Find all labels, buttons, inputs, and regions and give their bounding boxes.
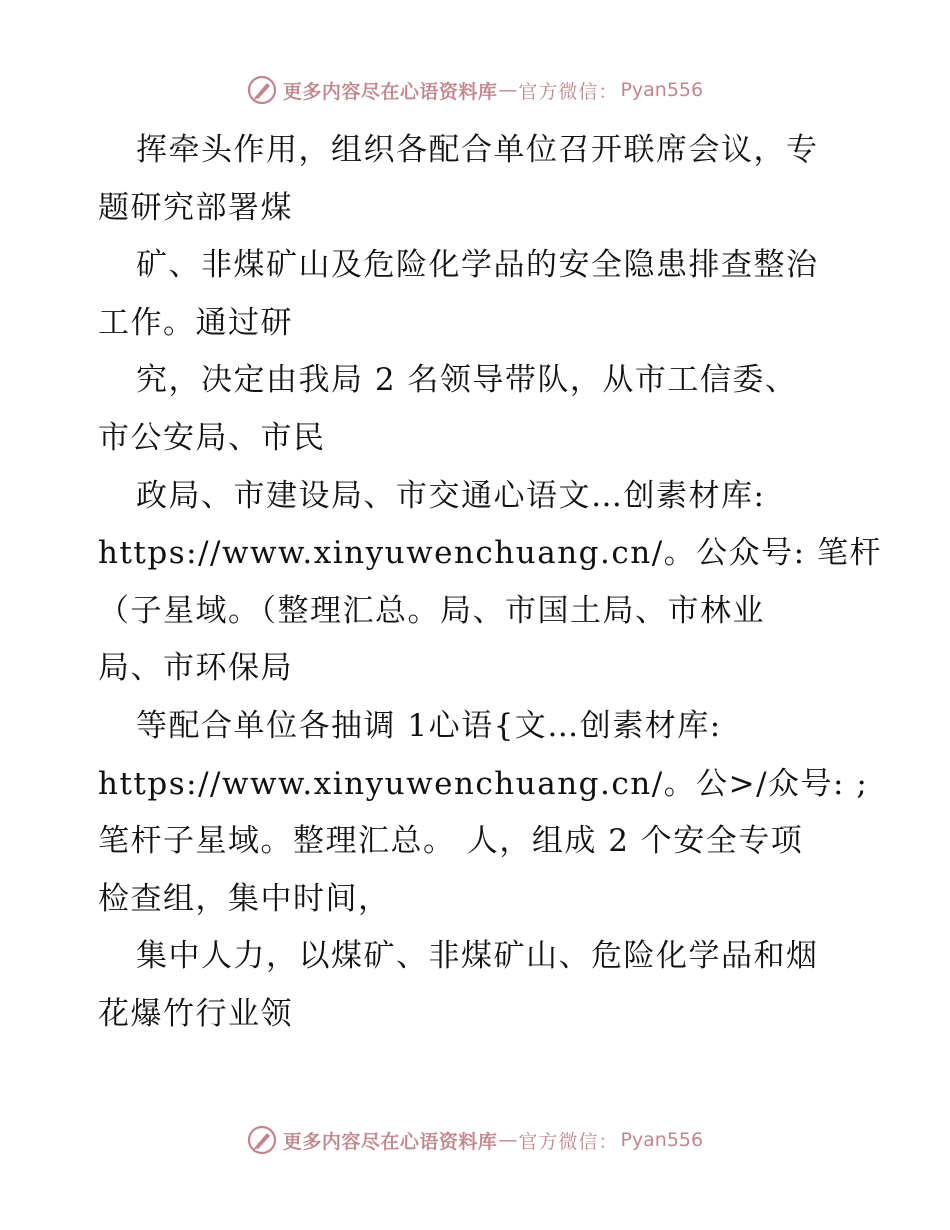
text-line: （子星域。（整理汇总。局、市国土局、市林业 [98, 592, 765, 629]
quill-pen-logo-icon [247, 75, 277, 105]
watermark-separator: — [498, 1129, 518, 1151]
footer-watermark [0, 1120, 950, 1160]
watermark-wechat-label: 官方微信： [518, 80, 619, 103]
text-line: 题研究部署煤 [98, 189, 293, 226]
text-line: 检查组，集中时间， [98, 880, 391, 917]
header-watermark [0, 70, 950, 110]
watermark-wechat-label: 官方微信： [518, 1130, 619, 1153]
document-body [98, 122, 882, 1044]
text-line: 花爆竹行业领 [98, 995, 293, 1032]
text-line: 市公安局、市民 [98, 419, 326, 456]
text-line: 究，决定由我局 2 名领导带队，从市工信委、 [136, 362, 798, 399]
text-line: 工作。通过研 [98, 304, 293, 341]
quill-pen-logo-icon [247, 1125, 277, 1155]
text-line: https://www.xinyuwenchuang.cn/。公众号: 笔杆 [98, 535, 882, 572]
text-line: 局、市环保局 [98, 650, 293, 687]
watermark-separator: — [498, 79, 518, 101]
text-line: 挥牵头作用，组织各配合单位召开联席会议，专 [136, 132, 819, 168]
watermark-text: 更多内容尽在心语资料库 [282, 80, 498, 103]
watermark-wechat-id: Pyan556 [620, 1129, 704, 1151]
text-line: https://www.xinyuwenchuang.cn/。公>/众号: ; [98, 765, 869, 802]
text-line: 笔杆子星域。整理汇总。 人，组成 2 个安全专项 [98, 823, 804, 860]
text-line: 集中人力，以煤矿、非煤矿山、危险化学品和烟 [136, 938, 819, 975]
watermark-text: 更多内容尽在心语资料库 [282, 1130, 498, 1153]
watermark-wechat-id: Pyan556 [620, 79, 704, 101]
text-line: 矿、非煤矿山及危险化学品的安全隐患排查整治 [136, 247, 819, 284]
text-line: 政局、市建设局、市交通心语文…创素材库: [136, 477, 766, 514]
text-line: 等配合单位各抽调 1心语{文…创素材库: [136, 707, 722, 744]
